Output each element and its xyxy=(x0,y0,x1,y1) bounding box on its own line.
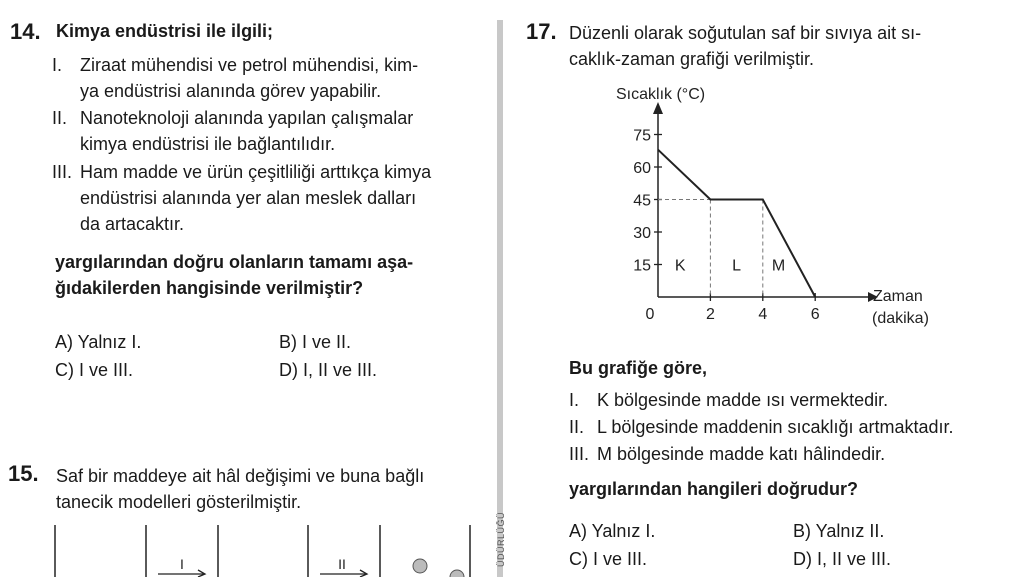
q17-option-b[interactable]: B) Yalnız II. xyxy=(793,521,885,541)
gas-particle xyxy=(450,570,464,577)
temperature-line xyxy=(658,150,815,297)
q14-item-2-roman: II. xyxy=(52,108,68,128)
q14-item-1-line-1: Ziraat mühendisi ve petrol mühendisi, kim- xyxy=(80,55,419,75)
q15-stem-line-2: tanecik modelleri gösterilmiştir. xyxy=(56,492,302,512)
q14-item-3-roman: III. xyxy=(52,162,73,182)
q17-item-1-roman: I. xyxy=(569,390,580,410)
side-watermark-text: ÜDÜRLÜĞÜ xyxy=(496,512,506,568)
arrow-label-ii: II xyxy=(338,556,346,572)
q17-option-a[interactable]: A) Yalnız I. xyxy=(569,521,656,541)
q15-stem-line-1: Saf bir maddeye ait hâl değişimi ve buna bağlı xyxy=(56,466,425,486)
q14-prompt-line-2: ğıdakilerden hangisinde verilmiştir? xyxy=(55,278,364,298)
x-axis-label-line-1: Zaman xyxy=(873,288,923,305)
q14-item-2-line-1: Nanoteknoloji alanında yapılan çalışmalar xyxy=(80,108,414,128)
region-label-k: K xyxy=(674,257,686,275)
q14-item-3-line-3: da artacaktır. xyxy=(80,214,185,234)
q17-item-3-roman: III. xyxy=(569,444,590,464)
gas-particle xyxy=(413,559,427,573)
q17-option-d[interactable]: D) I, II ve III. xyxy=(793,549,892,569)
q14-option-b[interactable]: B) I ve II. xyxy=(279,332,352,352)
q17-prompt-question: yargılarından hangileri doğrudur? xyxy=(569,479,859,499)
q14-prompt-line-1: yargılarından doğru olanların tamamı aşa- xyxy=(55,252,414,272)
x-tick-label: 0 xyxy=(645,306,655,323)
q14-item-2-line-2: kimya endüstrisi ile bağlantılıdır. xyxy=(80,134,336,154)
q14-stem: Kimya endüstrisi ile ilgili; xyxy=(56,21,274,41)
column-divider xyxy=(497,20,503,577)
q14-number: 14. xyxy=(10,19,41,44)
q17-stem-line-2: caklık-zaman grafiği verilmiştir. xyxy=(569,49,815,69)
q17-item-2-roman: II. xyxy=(569,417,585,437)
y-axis-label: Sıcaklık (°C) xyxy=(616,86,706,103)
q17-number: 17. xyxy=(526,19,557,44)
y-tick-label: 45 xyxy=(633,192,651,210)
temperature-time-chart xyxy=(560,82,1000,332)
q17-item-1-text: K bölgesinde madde ısı vermektedir. xyxy=(597,390,889,410)
q14-option-a[interactable]: A) Yalnız I. xyxy=(55,332,142,352)
y-tick-label: 30 xyxy=(633,225,651,242)
q15-number: 15. xyxy=(8,461,39,486)
q14-option-d[interactable]: D) I, II ve III. xyxy=(279,360,378,380)
q17-prompt-title: Bu grafiğe göre, xyxy=(569,358,708,378)
y-tick-label: 75 xyxy=(633,127,651,145)
arrow-label-i: I xyxy=(180,556,184,572)
q14-item-1-roman: I. xyxy=(52,55,63,75)
y-tick-label: 15 xyxy=(633,257,651,275)
y-tick-label: 60 xyxy=(633,160,651,177)
x-tick-label: 2 xyxy=(705,306,715,323)
region-label-m: M xyxy=(771,257,786,275)
particle-model-figure xyxy=(0,515,495,577)
q17-item-3-text: M bölgesinde madde katı hâlindedir. xyxy=(597,444,886,464)
x-axis-label-line-2: (dakika) xyxy=(872,310,929,327)
q17-option-c[interactable]: C) I ve III. xyxy=(569,549,648,569)
region-label-l: L xyxy=(732,257,742,275)
y-axis-arrowhead xyxy=(653,102,663,114)
q17-item-2-text: L bölgesinde maddenin sıcaklığı artmaktadır. xyxy=(597,417,954,437)
q14-option-c[interactable]: C) I ve III. xyxy=(55,360,134,380)
q14-item-3-line-1: Ham madde ve ürün çeşitliliği arttıkça kimya xyxy=(80,162,432,182)
x-tick-label: 6 xyxy=(810,306,820,323)
q14-item-1-line-2: ya endüstrisi alanında görev yapabilir. xyxy=(80,81,382,101)
q17-stem-line-1: Düzenli olarak soğutulan saf bir sıvıya ait sı- xyxy=(569,23,922,43)
x-tick-label: 4 xyxy=(758,306,768,323)
q14-item-3-line-2: endüstrisi alanında yer alan meslek dalları xyxy=(80,188,417,208)
